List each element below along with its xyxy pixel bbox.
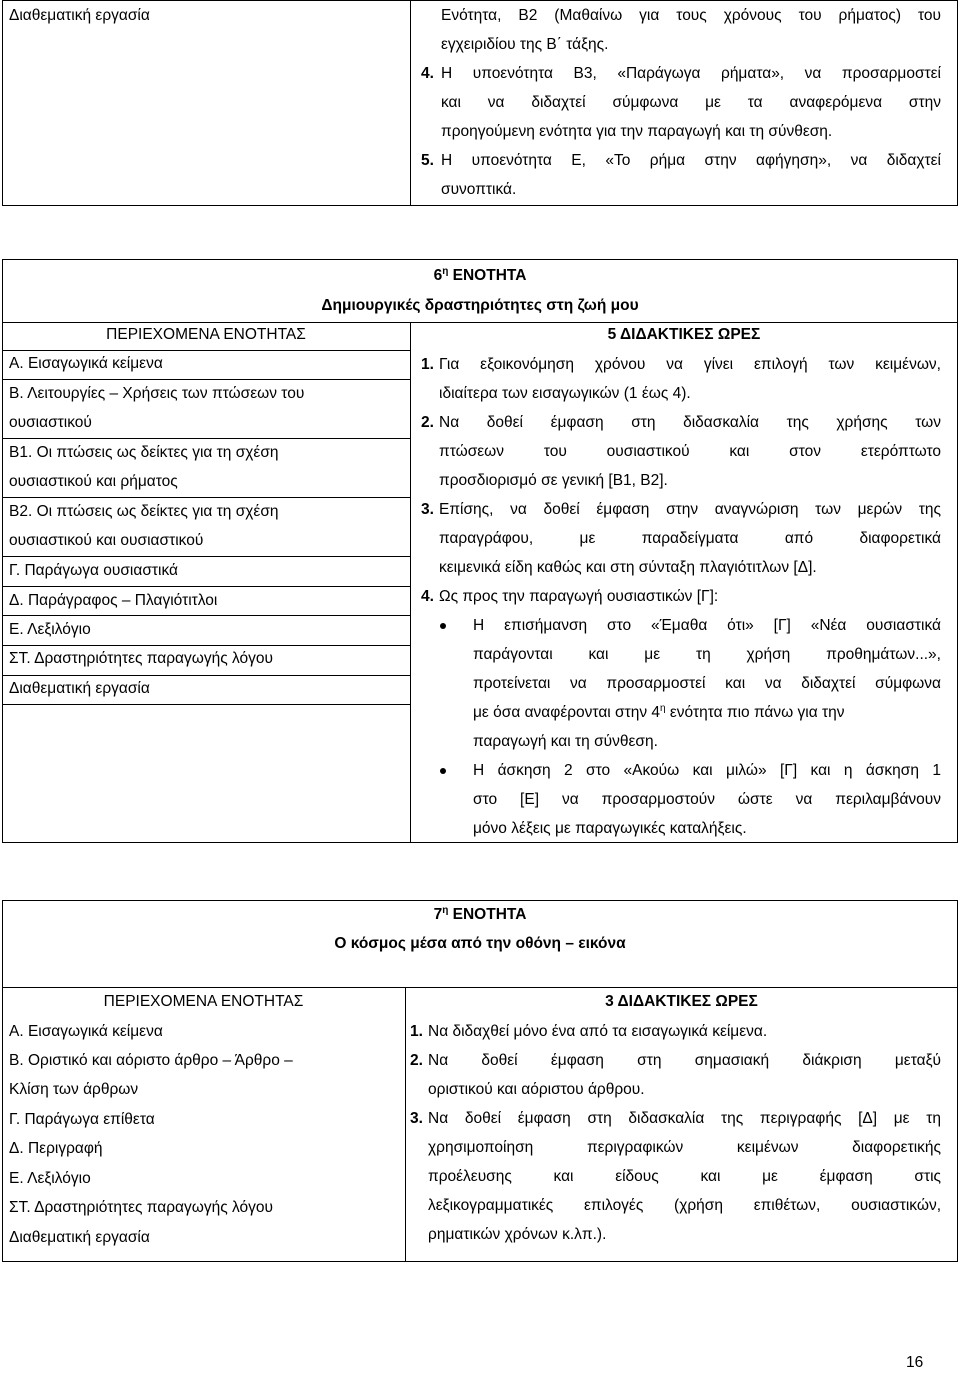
unit7-title	[2, 905, 958, 925]
note-text: παράγονται και με τη χρήση προθημάτων...»,	[473, 646, 941, 663]
note-text: Για εξοικονόμηση χρόνου να γίνει επιλογή των κειμένων,	[439, 356, 941, 373]
top-line-5: προηγούμενη ενότητα για την παραγωγή και τη σύνθεση.	[441, 123, 833, 140]
contents-item: Α. Εισαγωγικά κείμενα	[9, 1023, 163, 1040]
top-line-2: εγχειριδίου της Β΄ τάξης.	[441, 36, 609, 53]
unit6-subtitle: Δημιουργικές δραστηριότητες στη ζωή μου	[321, 297, 639, 314]
note-text: προσδιορισμό σε γενική [Β1, Β2].	[439, 472, 668, 489]
row-rule	[2, 350, 410, 351]
note-number: 2.	[410, 1052, 423, 1069]
note-text: προτείνεται να προσαρμοστεί και να διδαχτεί σύμφωνα	[473, 675, 941, 692]
contents-item: Β. Λειτουργίες – Χρήσεις των πτώσεων του	[9, 385, 305, 402]
unit6-header-rule	[2, 322, 958, 323]
note-text: Να δοθεί έμφαση στη διδασκαλία της περιγραφής [Δ] με τη	[428, 1110, 941, 1127]
unit7-header-rule	[2, 987, 958, 988]
unit6-word: ΕΝΟΤΗΤΑ	[452, 267, 527, 284]
note-text-part: ενότητα πιο πάνω για την	[665, 704, 845, 721]
note-text	[473, 703, 941, 723]
contents-item: ουσιαστικού και ρήματος	[9, 473, 178, 490]
note-text: λεξικογραμματικές επιλογές (χρήση επιθέτων, ουσιαστικών,	[428, 1197, 941, 1214]
contents-item: Δ. Παράγραφος – Πλαγιότιτλοι	[9, 592, 218, 609]
unit7-sup: η	[442, 904, 449, 916]
note-number: 1.	[410, 1023, 423, 1040]
note-text: οριστικού και αόριστου άρθρου.	[428, 1081, 645, 1098]
contents-item: Β. Οριστικό και αόριστο άρθρο – Άρθρο –	[9, 1052, 293, 1069]
contents-item: Β2. Οι πτώσεις ως δείκτες για τη σχέση	[9, 503, 279, 520]
note-sup: η	[660, 702, 666, 714]
unit7-contents-header: ΠΕΡΙΕΧΟΜΕΝΑ ΕΝΟΤΗΤΑΣ	[103, 993, 304, 1010]
top-line-6: Η υποενότητα Ε, «Το ρήμα στην αφήγηση», να διδαχτεί	[441, 152, 941, 169]
note-text: πτώσεων του ουσιαστικού και στον ετερόπτωτο	[439, 443, 941, 460]
top-table-divider	[410, 0, 411, 206]
note-text: μόνο λέξεις με παραγωγικές καταλήξεις.	[473, 820, 747, 837]
unit7-hours-header: 3 ΔΙΔΑΚΤΙΚΕΣ ΩΡΕΣ	[605, 993, 758, 1010]
note-text: ρηματικών χρόνων κ.λπ.).	[428, 1226, 607, 1243]
contents-item: Β1. Οι πτώσεις ως δείκτες για τη σχέση	[9, 444, 279, 461]
unit6-title	[2, 266, 958, 286]
unit6-hours-header: 5 ΔΙΔΑΚΤΙΚΕΣ ΩΡΕΣ	[607, 326, 761, 343]
note-text: Η άσκηση 2 στο «Ακούω και μιλώ» [Γ] και η άσκηση 1	[473, 762, 941, 779]
note-text: Να διδαχθεί μόνο ένα από τα εισαγωγικά κείμενα.	[428, 1023, 768, 1040]
unit7-divider	[405, 987, 406, 1262]
note-number: 1.	[421, 356, 434, 373]
note-text: Επίσης, να δοθεί έμφαση στην αναγνώριση των μερών της	[439, 501, 941, 518]
contents-item: ουσιαστικού	[9, 414, 92, 431]
note-text: παραγωγή και τη σύνθεση.	[473, 733, 658, 750]
note-text-part: με όσα αναφέρονται στην 4	[473, 704, 661, 721]
note-text: κειμενικά είδη καθώς και στη σύνταξη πλαγιότιτλων [Δ].	[439, 559, 817, 576]
contents-item: ΣΤ. Δραστηριότητες παραγωγής λόγου	[9, 650, 273, 667]
row-rule	[2, 675, 410, 676]
note-text: ιδιαίτερα των εισαγωγικών (1 έως 4).	[439, 385, 691, 402]
contents-item: Δ. Περιγραφή	[9, 1140, 103, 1157]
note-text: Να δοθεί έμφαση στη σημασιακή διάκριση μεταξύ	[428, 1052, 941, 1069]
unit7-word: ΕΝΟΤΗΤΑ	[452, 906, 527, 923]
contents-item: Ε. Λεξιλόγιο	[9, 1170, 91, 1187]
contents-item: Γ. Παράγωγα επίθετα	[9, 1111, 155, 1128]
unit6-divider	[410, 322, 411, 843]
item-number: 5.	[421, 152, 434, 169]
contents-item: Α. Εισαγωγικά κείμενα	[9, 355, 163, 372]
top-line-4: και να διδαχτεί σύμφωνα με τα αναφερόμενα στην	[441, 94, 941, 111]
note-text: Ως προς την παραγωγή ουσιαστικών [Γ]:	[439, 588, 719, 605]
contents-item: ΣΤ. Δραστηριότητες παραγωγής λόγου	[9, 1199, 273, 1216]
row-rule	[2, 586, 410, 587]
note-text: προέλευσης και είδους και με έμφαση στις	[428, 1168, 941, 1185]
unit6-contents-header: ΠΕΡΙΕΧΟΜΕΝΑ ΕΝΟΤΗΤΑΣ	[106, 326, 306, 343]
top-line-1: Ενότητα, Β2 (Μαθαίνω για τους χρόνους του ρήματος) του	[441, 7, 941, 24]
unit7-subtitle: Ο κόσμος μέσα από την οθόνη – εικόνα	[334, 935, 626, 952]
note-text: Η επισήμανση στο «Έμαθα ότι» [Γ] «Νέα ουσιαστικά	[473, 617, 941, 634]
contents-item: Γ. Παράγωγα ουσιαστικά	[9, 562, 178, 579]
row-rule	[2, 615, 410, 616]
note-text: παραγράφου, με παραδείγματα από διαφορετικά	[439, 530, 941, 547]
contents-item: Ε. Λεξιλόγιο	[9, 621, 91, 638]
row-rule	[2, 645, 410, 646]
top-line-3: Η υποενότητα Β3, «Παράγωγα ρήματα», να προσαρμοστεί	[441, 65, 941, 82]
row-rule	[2, 379, 410, 380]
note-text: στο [Ε] να προσαρμοστούν ώστε να περιλαμβάνουν	[473, 791, 941, 808]
unit6-number: 6	[433, 267, 443, 284]
unit7-number: 7	[433, 906, 443, 923]
contents-item: Κλίση των άρθρων	[9, 1081, 139, 1098]
note-number: 2.	[421, 414, 434, 431]
note-text: χρησιμοποίηση περιγραφικών κειμένων διαφορετικής	[428, 1139, 941, 1156]
contents-item: Διαθεματική εργασία	[9, 1229, 150, 1246]
page-number: 16	[906, 1354, 924, 1371]
item-number: 4.	[421, 65, 434, 82]
unit6-table	[2, 259, 958, 843]
unit6-sup: η	[442, 265, 449, 277]
row-rule	[2, 704, 410, 705]
bullet-icon	[440, 768, 446, 774]
note-number: 4.	[421, 588, 434, 605]
row-rule	[2, 497, 410, 498]
note-text: Να δοθεί έμφαση στη διδασκαλία της χρήσης των	[439, 414, 941, 431]
contents-item: ουσιαστικού και ουσιαστικού	[9, 532, 204, 549]
bullet-icon	[440, 623, 446, 629]
note-number: 3.	[421, 501, 434, 518]
row-rule	[2, 556, 410, 557]
top-left-cell: Διαθεματική εργασία	[9, 7, 150, 24]
contents-item: Διαθεματική εργασία	[9, 680, 150, 697]
top-line-7: συνοπτικά.	[441, 181, 517, 198]
note-number: 3.	[410, 1110, 423, 1127]
row-rule	[2, 438, 410, 439]
